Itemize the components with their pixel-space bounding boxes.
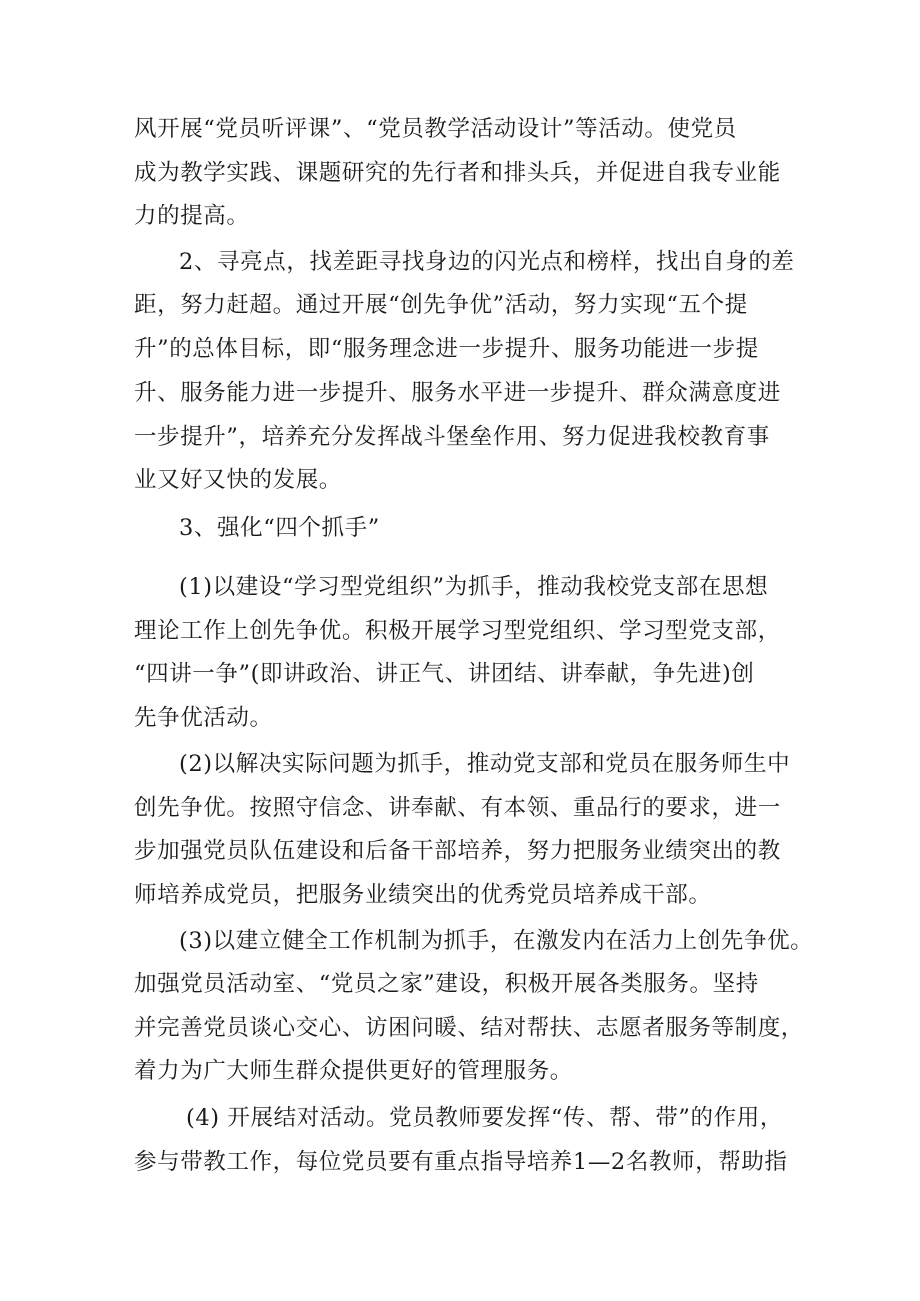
- text-line: 升、服务能力进一步提升、服务水平进一步提升、群众满意度进: [134, 380, 781, 406]
- text-line: 加强党员活动室、“党员之家”建设，积极开展各类服务。坚持: [134, 971, 759, 997]
- text-line: 理论工作上创先争优。积极开展学习型党组织、学习型党支部，: [134, 618, 781, 644]
- text-line: 创先争优。按照守信念、讲奉献、有本领、重品行的要求，进一: [134, 795, 781, 821]
- text-line: 业又好又快的发展。: [134, 467, 342, 493]
- text-line: 参与带教工作，每位党员要有重点指导培养1—2名教师，帮助指: [134, 1149, 788, 1175]
- text-line: (2)以解决实际问题为抓手，推动党支部和党员在服务师生中: [179, 751, 791, 777]
- text-line: 成为教学实践、课题研究的先行者和排头兵，并促进自我专业能: [134, 160, 781, 186]
- text-line: (4) 开展结对活动。党员教师要发挥“传、帮、带”的作用，: [186, 1105, 783, 1131]
- text-line: 一步提升”，培养充分发挥战斗堡垒作用、努力促进我校教育事: [134, 424, 770, 450]
- text-line: 风开展“党员听评课”、“党员教学活动设计”等活动。使党员: [134, 116, 737, 142]
- text-line: 并完善党员谈心交心、访困问暖、结对帮扶、志愿者服务等制度，: [134, 1015, 804, 1041]
- text-line: 距，努力赶超。通过开展“创先争优”活动，努力实现“五个提: [134, 292, 748, 318]
- text-line: 3、强化“四个抓手”: [179, 515, 380, 541]
- text-line: 师培养成党员，把服务业绩突出的优秀党员培养成干部。: [134, 882, 712, 908]
- text-line: (1)以建设“学习型党组织”为抓手，推动我校党支部在思想: [179, 574, 769, 600]
- text-line: 先争优活动。: [134, 705, 273, 731]
- text-line: 升”的总体目标，即“服务理念进一步提升、服务功能进一步提: [134, 336, 759, 362]
- text-line: 2、寻亮点，找差距寻找身边的闪光点和榜样，找出自身的差: [179, 249, 795, 275]
- text-line: 力的提高。: [134, 203, 250, 229]
- text-line: (3)以建立健全工作机制为抓手，在激发内在活力上创先争优。: [179, 928, 814, 954]
- text-line: 步加强党员队伍建设和后备干部培养，努力把服务业绩突出的教: [134, 838, 781, 864]
- text-line: 着力为广大师生群众提供更好的管理服务。: [134, 1058, 573, 1084]
- text-line: “四讲一争”(即讲政治、讲正气、讲团结、讲奉献，争先进)创: [134, 661, 755, 687]
